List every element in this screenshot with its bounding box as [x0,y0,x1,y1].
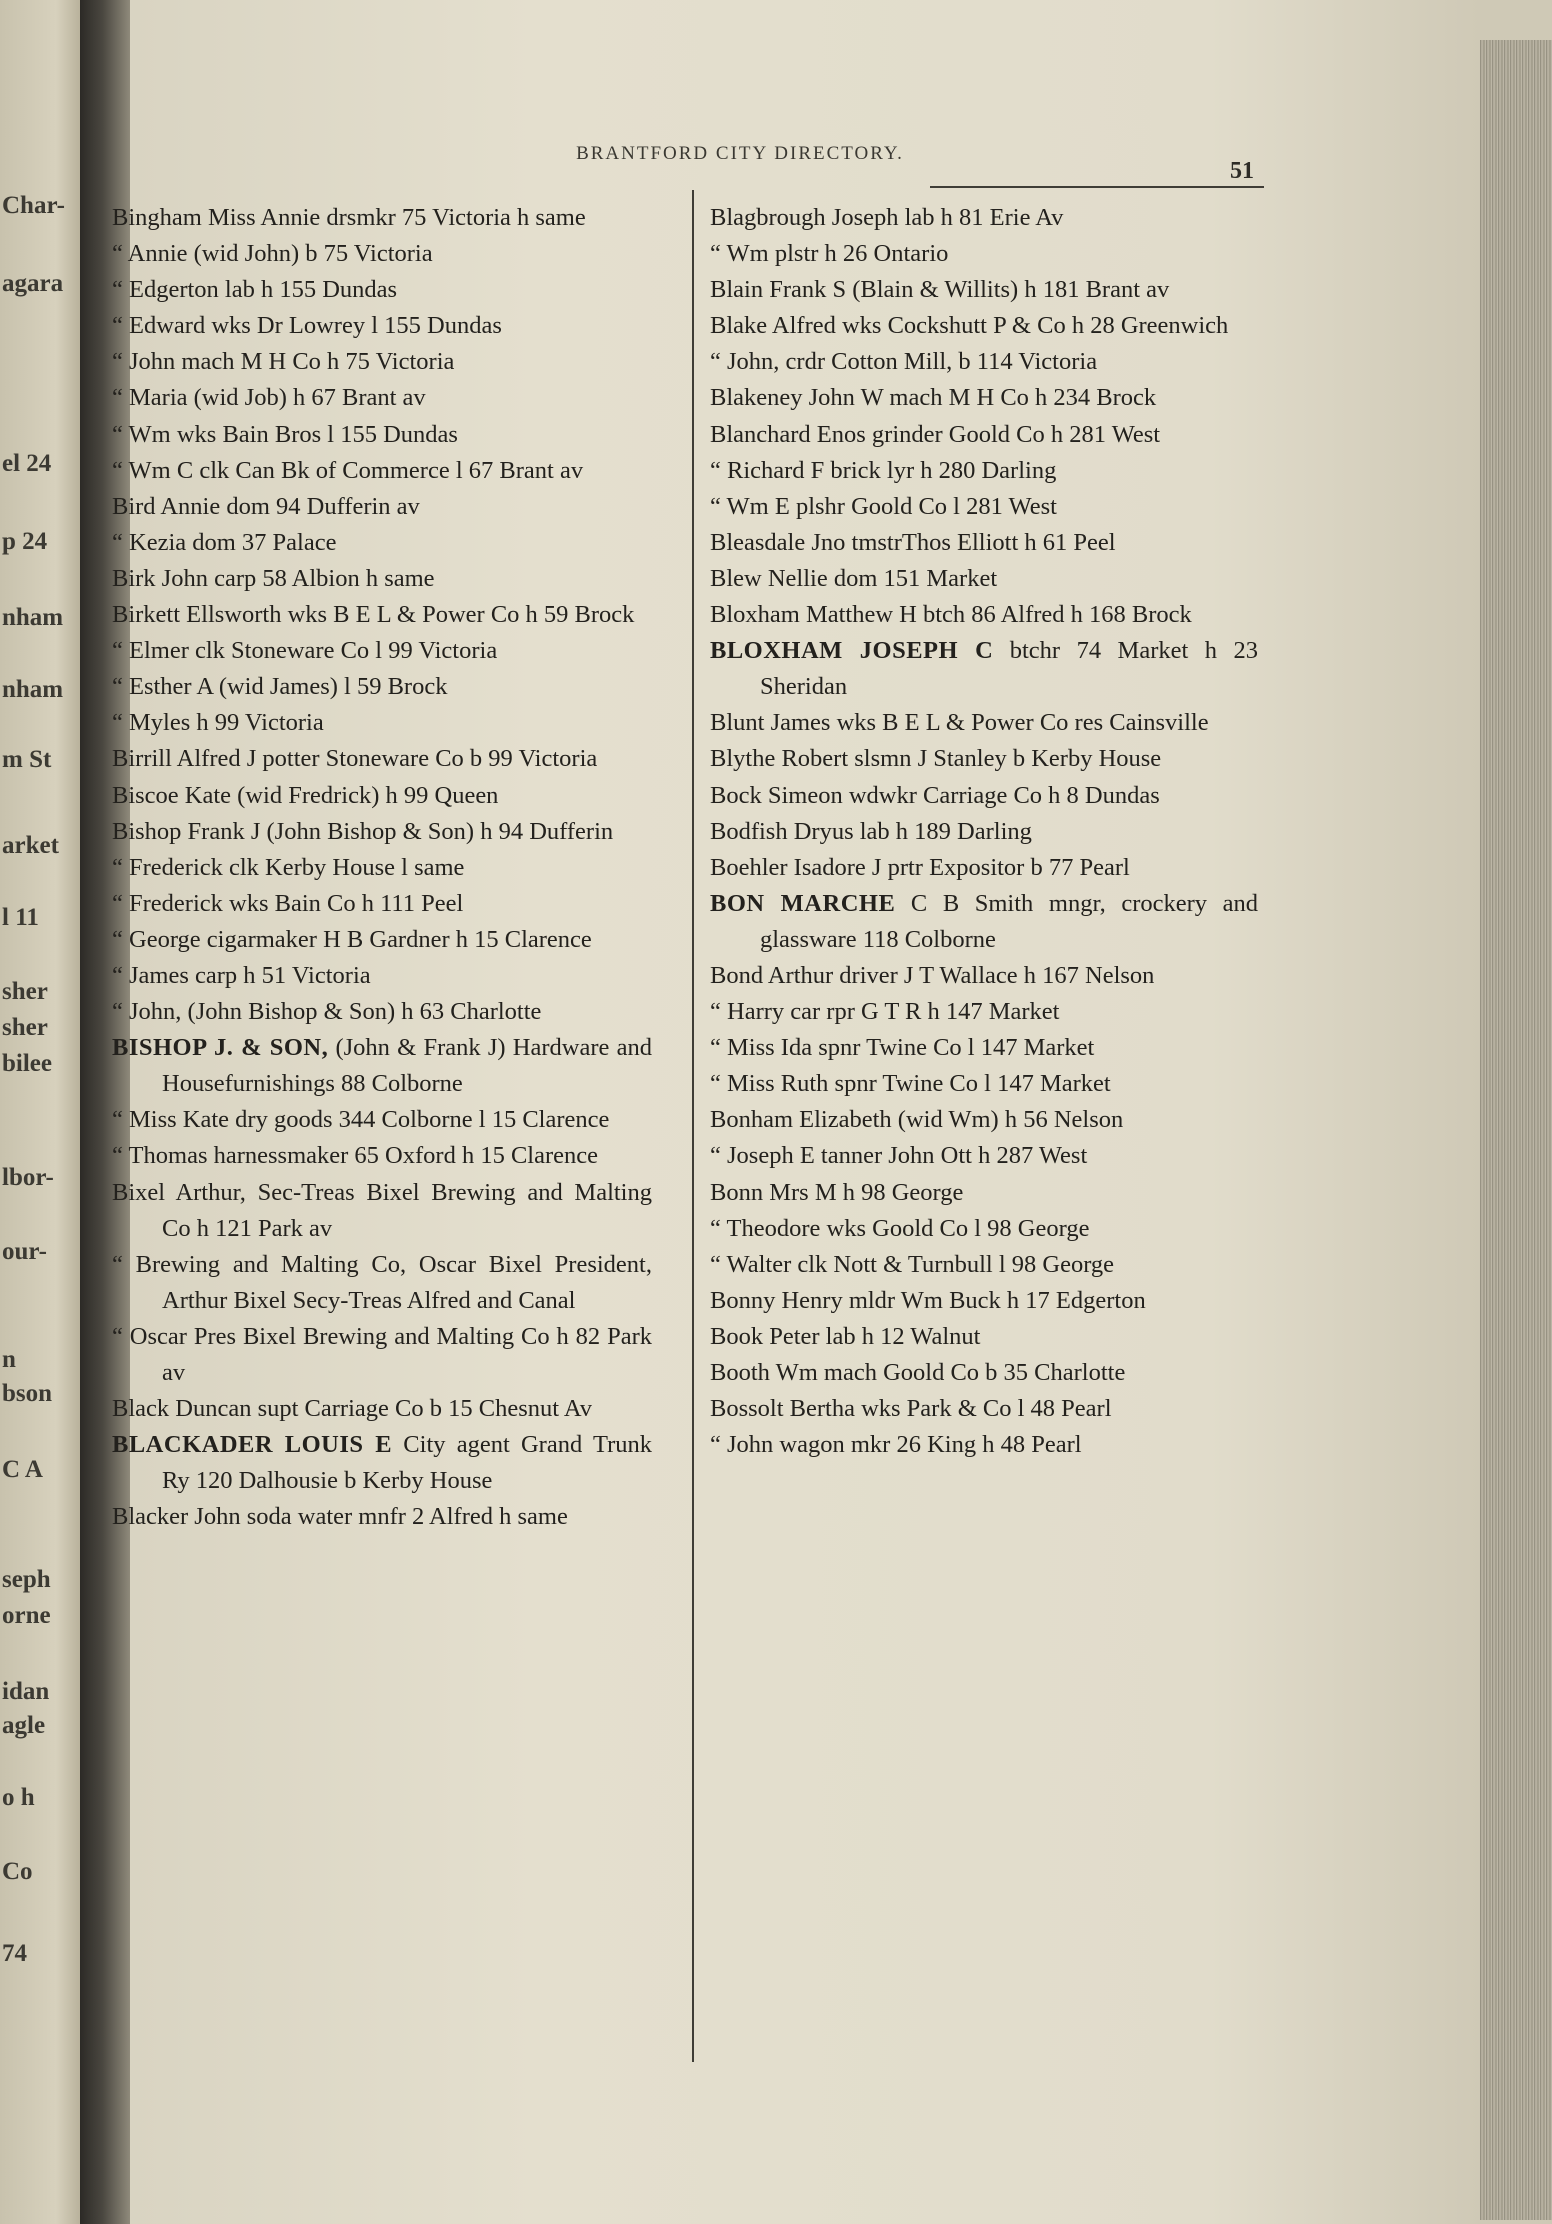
entry-text: Booth Wm mach Goold Co b 35 Charlotte [710,1359,1126,1386]
directory-entry [112,1138,652,1174]
entry-text: Boehler Isadore J prtr Expositor b 77 Pearl [710,853,1130,881]
directory-entry [710,1427,1258,1463]
directory-entry [710,525,1258,561]
directory-entry [112,1427,652,1499]
directory-entry [710,1319,1258,1355]
entry-text: “ Edgerton lab h 155 Dundas [112,276,398,304]
facing-page-fragment: agara [2,270,64,297]
entry-text: Bleasdale Jno tmstrThos Elliott h 61 Peel [710,528,1116,556]
directory-entry [710,850,1258,886]
directory-entry [112,850,652,886]
facing-page-fragment: nham [2,676,64,703]
entry-text: “ Joseph E tanner John Ott h 287 West [710,1142,1088,1170]
directory-entry [710,308,1258,344]
directory-entry [112,994,652,1030]
entry-text: Blain Frank S (Blain & Willits) h 181 Brant av [710,276,1170,304]
directory-entry [710,1175,1258,1211]
entry-text: Bingham Miss Annie drsmkr 75 Victoria h same [112,204,586,231]
directory-entry [710,272,1258,308]
facing-page-fragment: m St [2,746,52,773]
entry-text: Book Peter lab h 12 Walnut [710,1322,981,1350]
facing-page-fragment: C A [2,1456,43,1483]
directory-entry [710,380,1258,416]
facing-page-fragment: 74 [2,1940,27,1967]
page-edges [1480,40,1552,2220]
directory-entry [710,633,1258,705]
entry-business-name: BLACKADER LOUIS E [112,1431,393,1459]
facing-page-fragment: sher [2,1014,48,1041]
directory-entry [112,669,652,705]
directory-entry [710,453,1258,489]
directory-entry [710,1283,1258,1319]
entry-text: “ Miss Ida spnr Twine Co l 147 Market [710,1034,1095,1062]
entry-text: “ Walter clk Nott & Turnbull l 98 George [710,1250,1115,1278]
directory-entry [710,489,1258,525]
directory-entry [112,1247,652,1319]
facing-page-fragment: arket [2,832,59,859]
directory-entry [112,922,652,958]
directory-entry [112,272,652,308]
facing-page-fragment: el 24 [2,450,52,477]
entry-text: C B Smith mngr, crockery and glassware 118 Colborne [760,889,1258,953]
facing-page-fragment: Char- [2,192,65,219]
entry-text: “ John wagon mkr 26 King h 48 Pearl [710,1431,1082,1459]
directory-entry [112,1030,652,1102]
directory-entry [710,886,1258,958]
entry-text: “ John, crdr Cotton Mill, b 114 Victoria [710,348,1098,376]
entry-text: Bonny Henry mldr Wm Buck h 17 Edgerton [710,1286,1146,1314]
directory-entry [112,1499,652,1535]
entry-text: Birkett Ellsworth wks B E L & Power Co h 59 Brock [112,601,635,629]
directory-entry [710,597,1258,633]
entry-text: btchr 74 Market h 23 Sheridan [760,637,1259,701]
entry-text: Bock Simeon wdwkr Carriage Co h 8 Dundas [710,781,1160,809]
entry-text: “ Wm plstr h 26 Ontario [710,240,949,268]
directory-entry [112,525,652,561]
entry-text: “ Maria (wid Job) h 67 Brant av [112,384,426,412]
directory-entry [112,380,652,416]
directory-entry [710,994,1258,1030]
directory-entry [710,1391,1258,1427]
directory-entry [112,814,652,850]
entry-text: “ Annie (wid John) b 75 Victoria [112,240,433,268]
entry-text: “ George cigarmaker H B Gardner h 15 Clarence [112,925,592,953]
directory-entry [112,633,652,669]
entry-text: “ Miss Kate dry goods 344 Colborne l 15 Clarence [112,1106,610,1134]
right-column [710,200,1258,1463]
entry-text: “ Harry car rpr G T R h 147 Market [710,998,1060,1026]
directory-entry [710,1102,1258,1138]
facing-page-fragment: o h [2,1784,35,1811]
entry-text: Blythe Robert slsmn J Stanley b Kerby House [710,745,1162,773]
entry-text: Blakeney John W mach M H Co h 234 Brock [710,384,1157,412]
directory-entry [710,1247,1258,1283]
directory-entry [710,1030,1258,1066]
header-rule [930,186,1264,188]
facing-page-fragment: orne [2,1602,51,1629]
directory-entry [710,1211,1258,1247]
directory-entry [710,741,1258,777]
directory-entry [112,489,652,525]
entry-text: Bloxham Matthew H btch 86 Alfred h 168 Brock [710,601,1192,629]
entry-text: “ Elmer clk Stoneware Co l 99 Victoria [112,637,498,665]
directory-entry [112,597,652,633]
directory-entry [710,200,1258,236]
entry-text: Blagbrough Joseph lab h 81 Erie Av [710,204,1064,231]
entry-business-name: BLOXHAM JOSEPH C [710,637,994,665]
directory-entry [112,308,652,344]
entry-text: Bond Arthur driver J T Wallace h 167 Nelson [710,961,1155,989]
entry-text: Black Duncan supt Carriage Co b 15 Chesnut Av [112,1395,592,1423]
entry-text: Bonham Elizabeth (wid Wm) h 56 Nelson [710,1106,1124,1134]
directory-entry [710,814,1258,850]
facing-page-fragment: idan [2,1678,50,1705]
facing-page-fragment: our- [2,1238,47,1265]
entry-text: Biscoe Kate (wid Fredrick) h 99 Queen [112,781,499,809]
directory-entry [710,417,1258,453]
facing-page-fragment: n [2,1346,16,1373]
directory-entry [112,561,652,597]
entry-text: “ Kezia dom 37 Palace [112,528,337,556]
facing-page-edge [0,0,80,2224]
directory-entry [710,236,1258,272]
entry-text: “ James carp h 51 Victoria [112,961,371,989]
entry-text: “ Wm wks Bain Bros l 155 Dundas [112,420,458,448]
entry-text: Birk John carp 58 Albion h same [112,564,435,592]
entry-text: Bixel Arthur, Sec-Treas Bixel Brewing and Malting Co h 121 Park av [112,1178,652,1242]
entry-text: Bossolt Bertha wks Park & Co l 48 Pearl [710,1395,1112,1423]
directory-entry [710,705,1258,741]
entry-text: “ Brewing and Malting Co, Oscar Bixel President, Arthur Bixel Secy-Treas Alfred and Canal [112,1250,652,1314]
entry-text: (John & Frank J) Hardware and Housefurnishings 88 Colborne [162,1034,653,1098]
facing-page-fragment: bson [2,1380,53,1407]
directory-entry [112,417,652,453]
entry-text: “ Richard F brick lyr h 280 Darling [710,456,1057,484]
facing-page-fragment: l 11 [2,904,39,931]
entry-text: “ John, (John Bishop & Son) h 63 Charlotte [112,998,542,1026]
directory-entry [112,344,652,380]
entry-text: Blake Alfred wks Cockshutt P & Co h 28 Greenwich [710,312,1229,340]
entry-text: Bird Annie dom 94 Dufferin av [112,492,420,520]
directory-entry [112,778,652,814]
entry-text: “ Esther A (wid James) l 59 Brock [112,673,448,701]
running-title: BRANTFORD CITY DIRECTORY. [576,143,904,164]
entry-text: Bodfish Dryus lab h 189 Darling [710,817,1032,845]
facing-page-fragment: bilee [2,1050,52,1077]
directory-entry [112,705,652,741]
directory-entry [112,200,652,236]
directory-entry [710,1138,1258,1174]
entry-text: Blew Nellie dom 151 Market [710,564,998,592]
entry-text: City agent Grand Trunk Ry 120 Dalhousie b Kerby House [162,1431,652,1495]
entry-text: “ Thomas harnessmaker 65 Oxford h 15 Clarence [112,1142,598,1170]
entry-text: Blanchard Enos grinder Goold Co h 281 West [710,420,1161,448]
facing-page-fragment: nham [2,604,64,631]
entry-text: Birrill Alfred J potter Stoneware Co b 99 Victoria [112,745,598,773]
entry-text: “ Myles h 99 Victoria [112,709,324,737]
directory-entry [710,1355,1258,1391]
directory-entry [112,1102,652,1138]
directory-entry [112,236,652,272]
entry-business-name: BON MARCHE [710,889,896,917]
facing-page-fragment: sher [2,978,48,1005]
directory-entry [112,958,652,994]
entry-text: Bonn Mrs M h 98 George [710,1178,964,1206]
directory-entry [112,741,652,777]
left-column [112,200,652,1535]
entry-text: Blunt James wks B E L & Power Co res Cainsville [710,709,1209,737]
entry-business-name: BISHOP J. & SON, [112,1034,329,1062]
column-divider [692,190,694,2062]
facing-page-fragment: agle [2,1712,46,1739]
directory-entry [112,453,652,489]
entry-text: “ Edward wks Dr Lowrey l 155 Dundas [112,312,502,340]
entry-text: “ Theodore wks Goold Co l 98 George [710,1214,1090,1242]
directory-entry [710,344,1258,380]
directory-entry [112,1175,652,1247]
directory-entry [710,958,1258,994]
entry-text: “ Oscar Pres Bixel Brewing and Malting Co h 82 Park av [112,1322,652,1386]
directory-entry [710,778,1258,814]
entry-text: Blacker John soda water mnfr 2 Alfred h same [112,1503,568,1531]
entry-text: “ Frederick clk Kerby House l same [112,853,465,881]
entry-text: Bishop Frank J (John Bishop & Son) h 94 Dufferin [112,817,614,845]
facing-page-fragment: Co [2,1858,33,1885]
directory-entry [710,561,1258,597]
entry-text: “ John mach M H Co h 75 Victoria [112,348,455,376]
page-number: 51 [1230,158,1254,184]
facing-page-fragment: seph [2,1566,51,1593]
facing-page-fragment: lbor- [2,1164,54,1191]
entry-text: “ Wm C clk Can Bk of Commerce l 67 Brant av [112,456,584,484]
directory-entry [112,886,652,922]
directory-entry [112,1391,652,1427]
entry-text: “ Miss Ruth spnr Twine Co l 147 Market [710,1070,1111,1098]
entry-text: “ Wm E plshr Goold Co l 281 West [710,492,1057,520]
directory-entry [112,1319,652,1391]
entry-text: “ Frederick wks Bain Co h 111 Peel [112,889,464,917]
directory-entry [710,1066,1258,1102]
facing-page-fragment: p 24 [2,528,48,555]
